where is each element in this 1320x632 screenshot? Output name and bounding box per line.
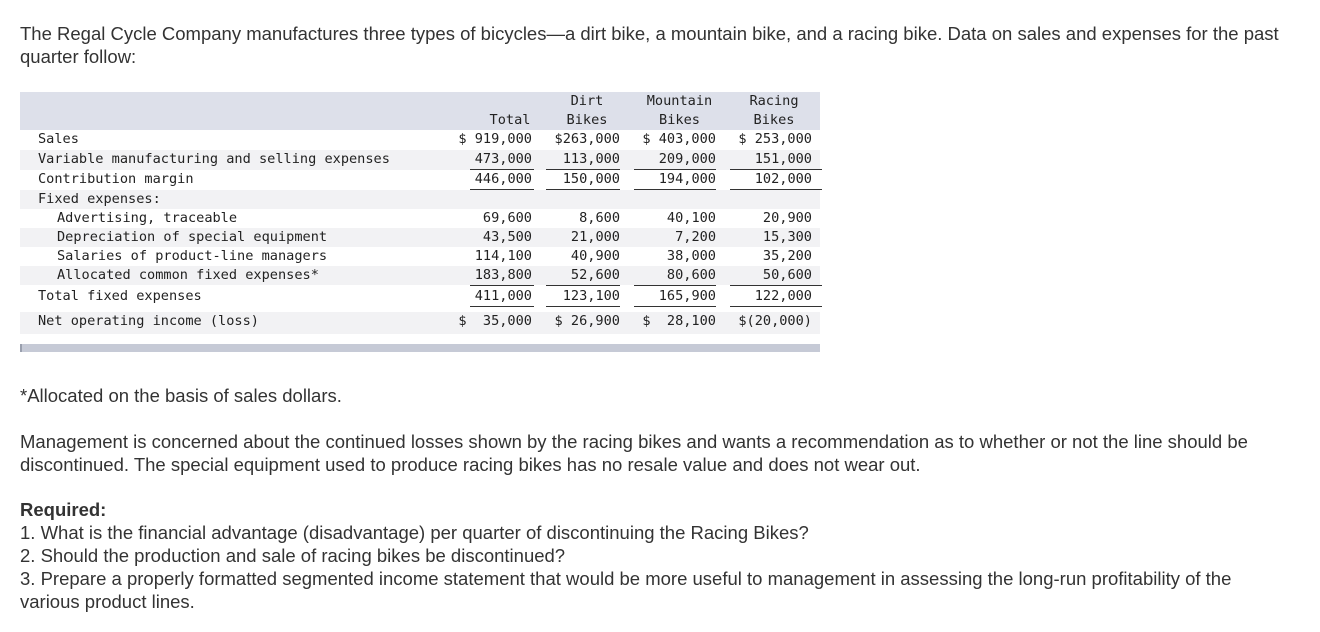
underline-dirt xyxy=(546,285,620,286)
cell-dirt: 52,600 xyxy=(570,267,620,283)
required-item-3: 3. Prepare a properly formatted segmented income statement that would be more useful to management in assessing the long-run profitability of the various product lines. xyxy=(20,568,1232,612)
required-item-2: 2. Should the production and sale of racing bikes be discontinued? xyxy=(20,545,566,566)
cell-racing: 151,000 xyxy=(754,151,812,167)
cell-dirt: 21,000 xyxy=(570,229,620,245)
cell-mountain: 40,100 xyxy=(666,210,716,226)
cell-total: $ 919,000 xyxy=(458,131,532,147)
row-label: Advertising, traceable xyxy=(57,210,238,226)
row-label: Depreciation of special equipment xyxy=(57,229,328,245)
cell-dirt: $ 26,900 xyxy=(554,313,620,329)
cell-racing: 20,900 xyxy=(762,210,812,226)
cell-total: 114,100 xyxy=(474,248,532,264)
underline-dirt xyxy=(546,189,620,190)
underline-racing xyxy=(730,306,822,307)
cell-mountain: 7,200 xyxy=(675,229,716,245)
underline-total xyxy=(470,285,534,286)
cell-racing: 102,000 xyxy=(754,171,812,187)
cell-racing: 15,300 xyxy=(762,229,812,245)
header-mountain-line2: Bikes xyxy=(659,112,700,128)
cell-mountain: 80,600 xyxy=(666,267,716,283)
cell-dirt: 40,900 xyxy=(570,248,620,264)
cell-dirt: 113,000 xyxy=(562,151,620,167)
underline-racing xyxy=(730,189,822,190)
cell-total: 411,000 xyxy=(474,288,532,304)
required-title: Required: xyxy=(20,499,107,520)
cell-dirt: $263,000 xyxy=(554,131,620,147)
row-label: Fixed expenses: xyxy=(38,191,161,207)
row-label: Variable manufacturing and selling expenses xyxy=(38,151,390,167)
cell-mountain: 194,000 xyxy=(658,171,716,187)
row-label: Contribution margin xyxy=(38,171,194,187)
cell-total: 446,000 xyxy=(474,171,532,187)
cell-total: $ 35,000 xyxy=(458,313,532,329)
header-racing-line1: Racing xyxy=(749,93,799,109)
cell-racing: 122,000 xyxy=(754,288,812,304)
cell-racing: $(20,000) xyxy=(738,313,812,329)
cell-mountain: 209,000 xyxy=(658,151,716,167)
cell-mountain: $ 28,100 xyxy=(642,313,716,329)
concern-paragraph: Management is concerned about the continued losses shown by the racing bikes and wants a recommendation as to whether or not the line should be discontinued. The special equipment used to produce racing bikes has no resale value and does not wear out. xyxy=(20,431,1248,475)
header-mountain-line1: Mountain xyxy=(646,93,713,109)
table-bottom-bar-tick xyxy=(20,344,22,352)
footnote: *Allocated on the basis of sales dollars. xyxy=(20,385,342,406)
cell-dirt: 123,100 xyxy=(562,288,620,304)
cell-total: 473,000 xyxy=(474,151,532,167)
required-section xyxy=(20,498,1280,613)
cell-total: 69,600 xyxy=(482,210,532,226)
cell-racing: $ 253,000 xyxy=(738,131,812,147)
cell-dirt: 150,000 xyxy=(562,171,620,187)
header-dirt-line1: Dirt xyxy=(570,93,604,109)
underline-mountain xyxy=(634,306,716,307)
cell-mountain: $ 403,000 xyxy=(642,131,716,147)
cell-total: 183,800 xyxy=(474,267,532,283)
cell-racing: 35,200 xyxy=(762,248,812,264)
row-label: Allocated common fixed expenses* xyxy=(57,267,319,283)
cell-mountain: 165,900 xyxy=(658,288,716,304)
row-label: Net operating income (loss) xyxy=(38,313,259,329)
underline-mountain xyxy=(634,189,716,190)
underline-total xyxy=(470,189,534,190)
table-bottom-bar xyxy=(20,344,820,352)
header-racing-line2: Bikes xyxy=(753,112,795,128)
underline-racing xyxy=(730,285,822,286)
underline-total xyxy=(470,306,534,307)
row-label: Salaries of product-line managers xyxy=(57,248,328,264)
row-label: Total fixed expenses xyxy=(38,288,202,304)
header-dirt-line2: Bikes xyxy=(566,112,608,128)
row-label: Sales xyxy=(38,131,79,147)
intro-paragraph: The Regal Cycle Company manufactures three types of bicycles—a dirt bike, a mountain bike, and a racing bike. Data on sales and expenses for the past quarter follow: xyxy=(20,23,1279,67)
cell-racing: 50,600 xyxy=(762,267,812,283)
underline-mountain xyxy=(634,285,716,286)
required-item-1: 1. What is the financial advantage (disadvantage) per quarter of discontinuing the Racing Bikes? xyxy=(20,522,809,543)
header-total-line2: Total xyxy=(489,112,531,128)
underline-dirt xyxy=(546,306,620,307)
cell-total: 43,500 xyxy=(482,229,532,245)
cell-mountain: 38,000 xyxy=(666,248,716,264)
cell-dirt: 8,600 xyxy=(579,210,620,226)
income-statement-table xyxy=(20,92,820,352)
